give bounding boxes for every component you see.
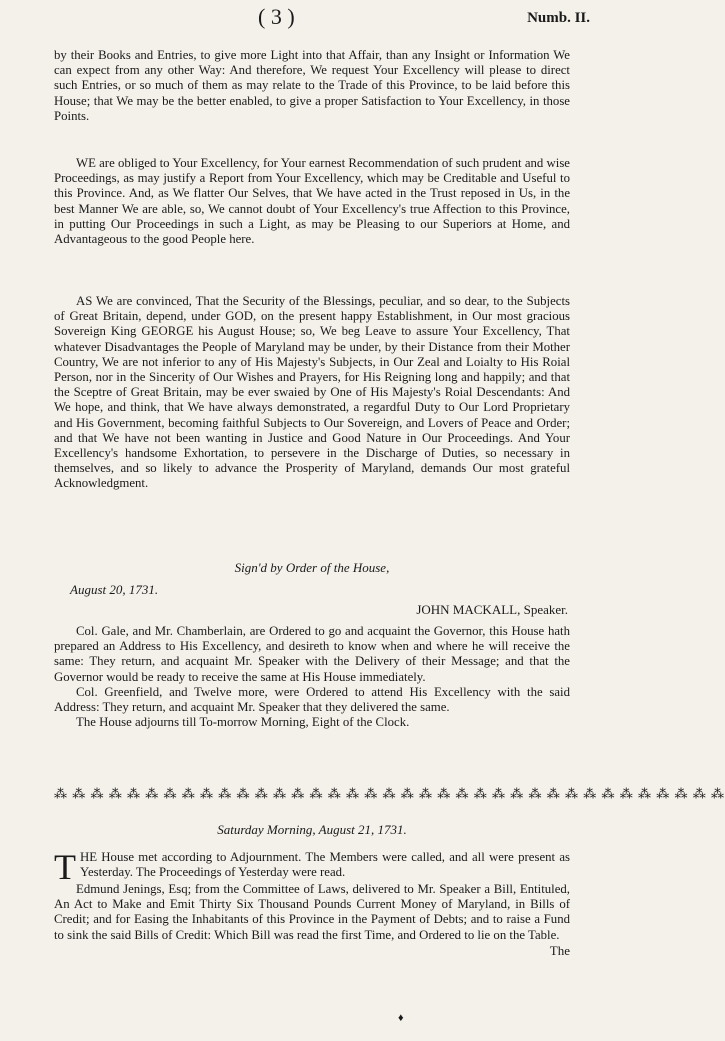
printer-mark-icon: ♦: [398, 1012, 404, 1024]
paragraph-5: Col. Greenfield, and Twelve more, were Ordered to attend His Excellency with the said Address: They return, and acquaint Mr. Speaker that they delivered the same.: [54, 684, 570, 715]
paragraph-8: Edmund Jenings, Esq; from the Committee of Laws, delivered to Mr. Speaker a Bill, Entituled, An Act to Make and Emit Thirty Six Thousand Pounds Current Money of Maryland, in Bills of Credit; and for Easing the Inhabitants of this Province in the Payment of Debts; and to raise a Fund to sink the said Bills of Credit: Which Bill was read the first Time, and Ordered to lie on the Table.: [54, 882, 570, 942]
saturday-proceedings: [54, 847, 570, 959]
signature-block: [54, 560, 570, 618]
ornament-divider: ⁂ ⁂ ⁂ ⁂ ⁂ ⁂ ⁂ ⁂ ⁂ ⁂ ⁂ ⁂ ⁂ ⁂ ⁂ ⁂ ⁂ ⁂ ⁂ ⁂ ⁂ ⁂ ⁂ ⁂ ⁂ ⁂ ⁂ ⁂ ⁂ ⁂ ⁂ ⁂ ⁂ ⁂ ⁂ ⁂ ⁂: [54, 786, 725, 801]
speaker-signature: JOHN MACKALL, Speaker.: [416, 602, 568, 617]
catchword: The: [549, 942, 570, 958]
paragraph-2-block: [54, 156, 570, 247]
paragraph-7-text: HE House met according to Adjournment. The Members were called, and all were present as Yesterday. The Proceedings of Yesterday were read.: [80, 850, 570, 880]
paragraph-1: by their Books and Entries, to give more Light into that Affair, than any Insight or Information We can expect from any other Way: And therefore, We request Your Excellency will please to direct such Entries, or so much of them as may relate to the Trade of this Province, to be laid before this House; that We may be the better enabled, to give a proper Satisfaction to Your Excellency, in those Points.: [54, 48, 570, 123]
paragraph-3: AS We are convinced, That the Security of the Blessings, peculiar, and so dear, to the Subjects of Great Britain, depend, under GOD, on the present happy Establishment, in Our most gracious Sovereign King GEORGE his August House; so, We beg Leave to assure Your Excellency, That whatever Disadvantages the People of Maryland may be under, by their Distance from their Mother Country, We are not inferior to any of His Majesty's Subjects, in Our Zeal and Loialty to His Roial Person, nor in the Sincerity of Our Wishes and Prayers, for His Reigning long and happily; and that the Sceptre of Great Britain, may be ever swaied by One of His Majesty's Roial Descendants: And We hope, and think, that We have always demonstrated, a regardful Duty to Our Lord Proprietary and His Government, becoming faithful Subjects to Our Sovereign, and Lovers of Peace and Order; and that We have not been wanting in Justice and Good Nature in Our Proceedings. And Your Excellency's handsome Exhortation, to persevere in the Discharge of Duties, so necessary in themselves, and so likely to advance the Prosperity of Maryland, demands Our most grateful Acknowledgment.: [54, 294, 570, 491]
drop-cap: T: [54, 847, 76, 887]
paragraph-7: [54, 847, 570, 887]
paragraph-3-block: [54, 294, 570, 492]
saturday-dateline: Saturday Morning, August 21, 1731.: [217, 822, 407, 837]
paragraph-6: The House adjourns till To-morrow Morning, Eight of the Clock.: [76, 715, 410, 730]
proceedings-block: [54, 624, 570, 730]
date-august-20: August 20, 1731.: [70, 582, 159, 597]
page-header: [0, 4, 600, 34]
issue-number: Numb. II.: [527, 10, 590, 26]
paragraph-2: WE are obliged to Your Excellency, for Your earnest Recommendation of such prudent and wise Proceedings, as may justify a Report from Your Excellency, which may be Creditable and Useful to this Province. And, as We flatter Our Selves, that We have acted in the Trust reposed in Us, in the best Manner We are able, so, We cannot doubt of Your Excellency's true Affection to this Province, in putting Our Proceedings in such a Light, as may be Pleasing to our Superiors at Home, and Advantageous to the good People here.: [54, 156, 570, 247]
paragraph-4: Col. Gale, and Mr. Chamberlain, are Ordered to go and acquaint the Governor, this House hath prepared an Address to His Excellency, and desireth to know when and where he will receive the same: They return, and acquaint Mr. Speaker with the Delivery of their Message; and that the Governor would be ready to receive the same at His House immediately.: [54, 624, 570, 684]
signed-order-line: Sign'd by Order of the House,: [234, 560, 390, 575]
paragraph-1-block: [54, 48, 570, 124]
page-number: ( 3 ): [258, 4, 295, 29]
